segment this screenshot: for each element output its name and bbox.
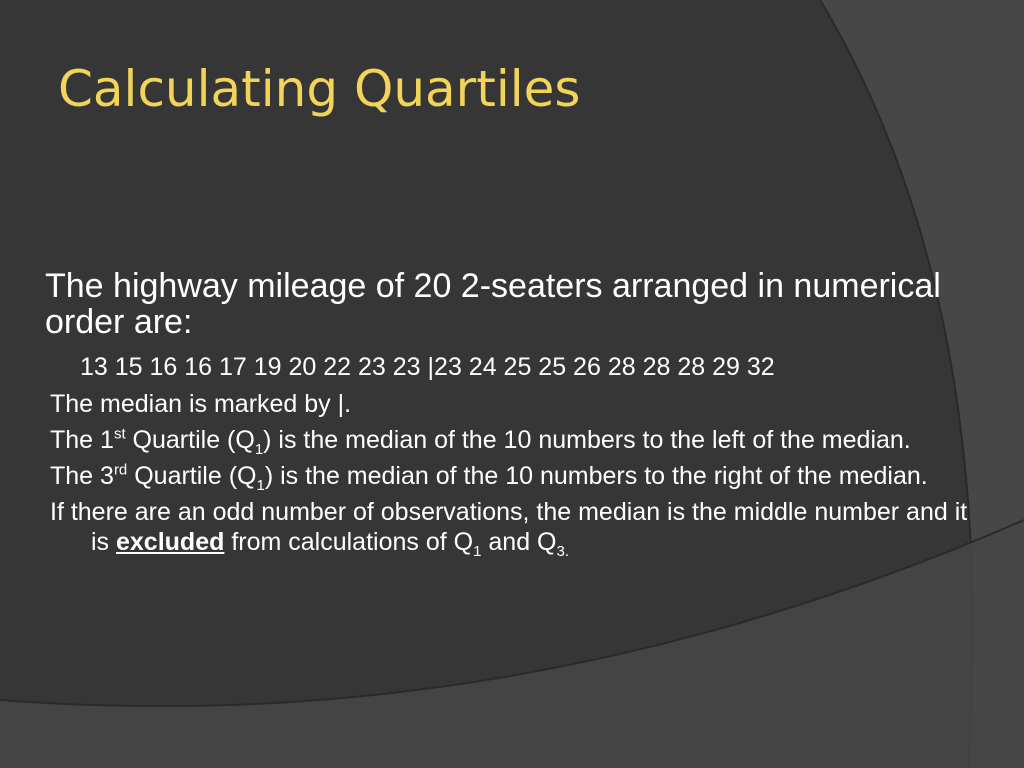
q3-subscript: 1 — [256, 477, 265, 494]
numbers-left-half: 13 15 16 16 17 19 20 22 23 23 — [80, 353, 428, 381]
odd-subscript-1: 1 — [473, 543, 482, 560]
odd-subscript-3: 3. — [556, 543, 570, 560]
median-marker: | — [427, 353, 435, 381]
intro-text: The highway mileage of 20 2-seaters arranged in numerical order are: — [45, 267, 941, 341]
q1-mid: Quartile (Q — [125, 426, 255, 454]
q1-subscript: 1 — [254, 441, 264, 458]
mileage-numbers — [80, 352, 775, 382]
odd-pre: If there are an odd number of observations, the median is the middle number and it is — [50, 498, 968, 556]
q1-pre: The 1 — [50, 426, 114, 454]
excluded-emphasis: excluded — [116, 528, 225, 556]
q1-post: ) is the median of the 10 numbers to the left of the median. — [263, 426, 911, 454]
q3-mid: Quartile (Q — [127, 462, 257, 490]
odd-observations-line — [50, 497, 970, 560]
q1-superscript: st — [113, 425, 126, 443]
q3-pre: The 3 — [50, 462, 114, 490]
q3-post: ) is the median of the 10 numbers to the right of the median. — [264, 462, 928, 490]
odd-and: and Q — [481, 528, 557, 556]
numbers-right-half: 23 24 25 25 26 28 28 28 29 32 — [434, 353, 775, 381]
odd-mid: from calculations of Q — [224, 528, 474, 556]
q3-line — [50, 461, 970, 494]
q3-superscript: rd — [113, 461, 128, 479]
explanation-points — [50, 389, 970, 563]
median-line: The median is marked by |. — [50, 390, 352, 418]
slide-title: Calculating Quartiles — [58, 60, 581, 118]
q1-line — [50, 425, 970, 458]
